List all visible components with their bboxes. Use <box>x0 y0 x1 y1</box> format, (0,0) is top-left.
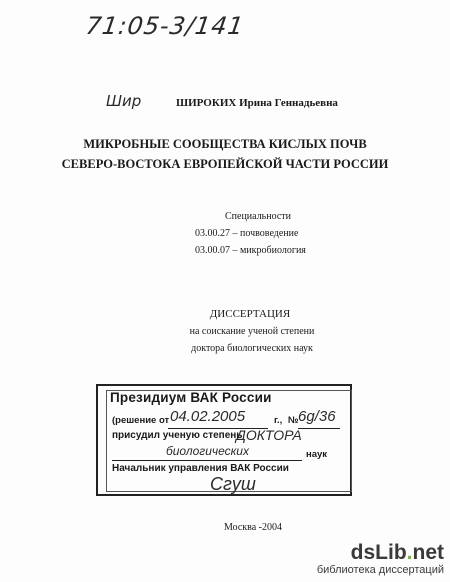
author-name: ШИРОКИХ Ирина Геннадьевна <box>176 97 338 109</box>
stamp-sciences-label: наук <box>306 449 328 460</box>
specialties-block <box>195 208 306 259</box>
dissertation-title <box>0 134 450 174</box>
logo-part-1: dsLib <box>350 541 407 564</box>
stamp-number-label: № <box>288 415 299 426</box>
field-underline <box>112 460 302 461</box>
stamp-title: Президиум ВАК России <box>110 390 272 405</box>
specialty-item: 03.00.27 – почвоведение <box>195 228 299 239</box>
title-line-1: МИКРОБНЫЕ СООБЩЕСТВА КИСЛЫХ ПОЧВ <box>83 137 367 151</box>
signature: Сгуш <box>210 474 256 494</box>
vak-approval-stamp <box>96 384 352 496</box>
stamp-degree: ДОКТОРА <box>236 427 302 443</box>
specialty-item: 03.00.07 – микробиология <box>195 245 306 256</box>
place-year-text: Москва -2004 <box>223 522 283 533</box>
catalog-number: 71:05-3/141 <box>84 12 246 40</box>
stamp-decision-number: 6g/36 <box>298 408 336 425</box>
degree-purpose-line: на соискание ученой степени <box>189 326 315 337</box>
dslib-logo <box>317 542 444 564</box>
place-and-year <box>0 522 450 533</box>
stamp-science-field: биологических <box>166 444 249 458</box>
stamp-head-title: Начальник управления ВАК России <box>112 463 289 474</box>
stamp-awarded-label: присудил ученую степень <box>112 430 243 441</box>
specialties-heading: Специальности <box>225 211 292 222</box>
stamp-year-suffix: г., <box>274 415 283 426</box>
title-line-2: СЕВЕРО-ВОСТОКА ЕВРОПЕЙСКОЙ ЧАСТИ РОССИИ <box>61 157 389 171</box>
dissertation-block <box>0 306 450 357</box>
dslib-tagline: библиотека диссертаций <box>316 564 444 576</box>
dissertation-label: ДИССЕРТАЦИЯ <box>209 308 291 320</box>
number-underline <box>298 428 340 429</box>
stamp-decision-label: (решение от <box>112 415 170 426</box>
author-handwritten-mark: Шир <box>106 92 142 110</box>
degree-name-line: доктора биологических наук <box>191 343 313 354</box>
dslib-watermark <box>317 542 444 576</box>
stamp-decision-date: 04.02.2005 <box>170 408 246 425</box>
logo-part-2: net <box>412 541 444 564</box>
logo-dot: . <box>406 541 413 564</box>
